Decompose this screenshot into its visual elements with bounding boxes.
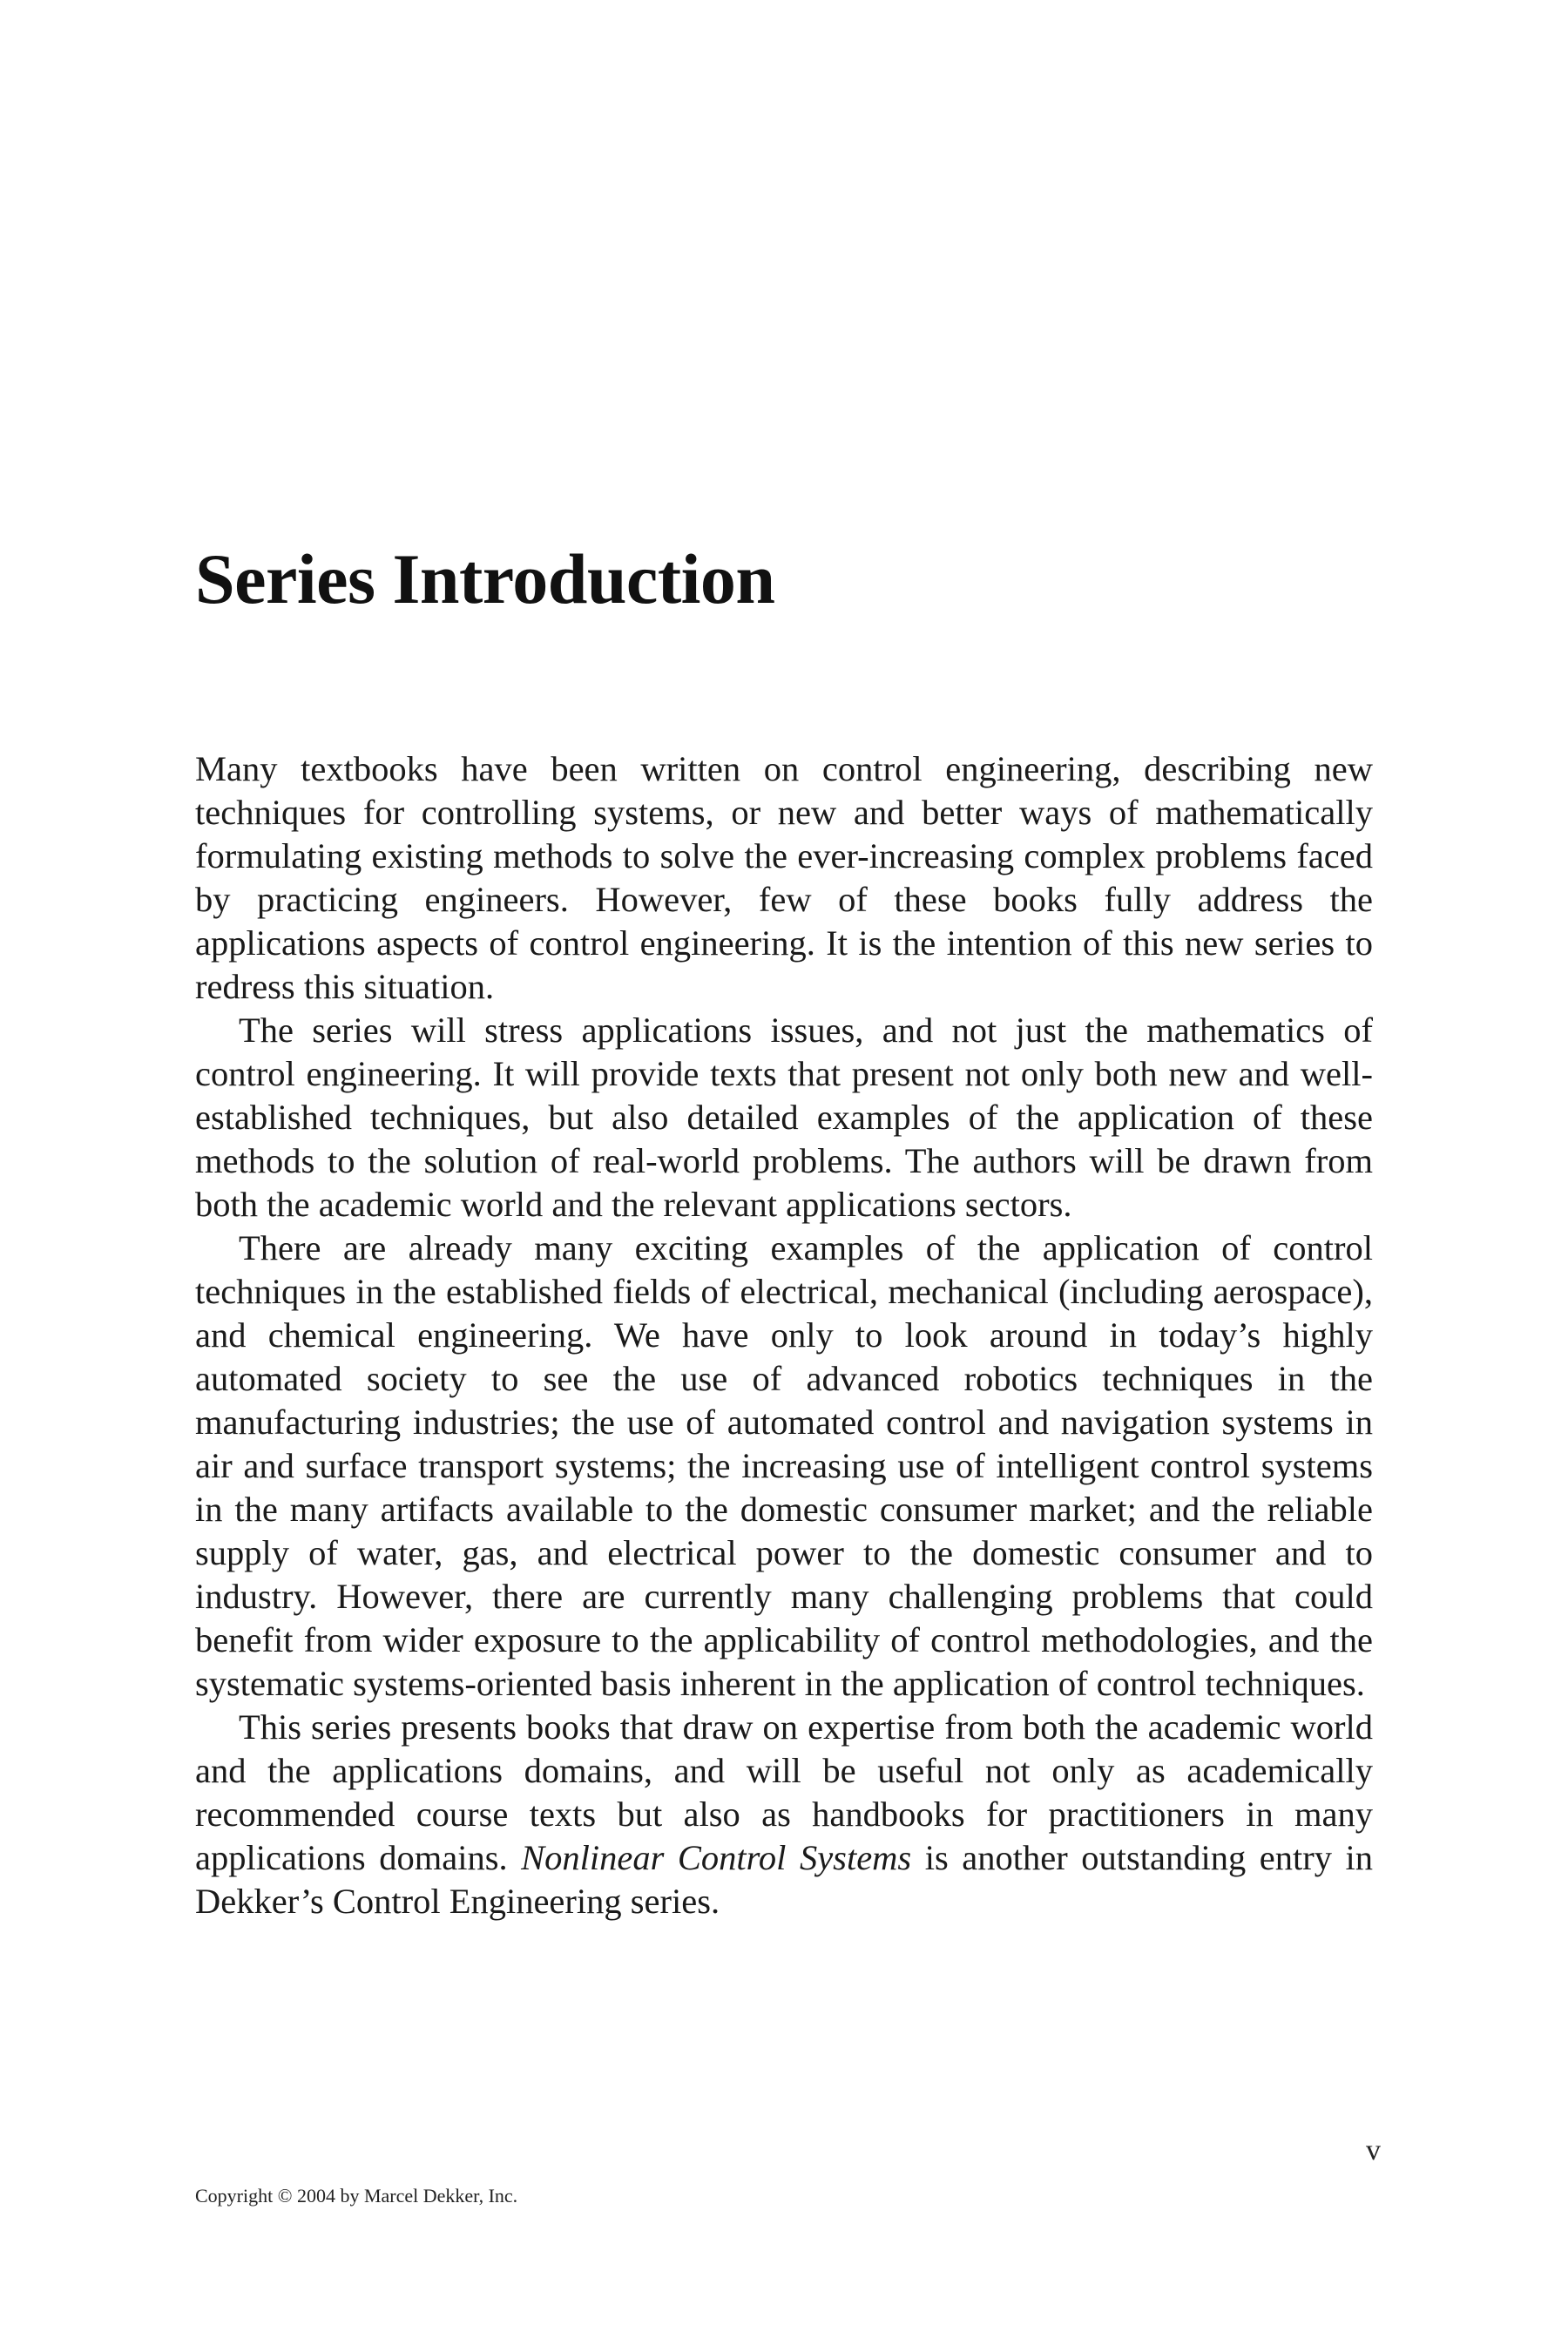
copyright-notice: Copyright © 2004 by Marcel Dekker, Inc. (195, 2185, 518, 2207)
paragraph-4-text-after: is another outstanding entry in Dekker’s Control Engineering series. (195, 1838, 1373, 1921)
paragraph-2: The series will stress applications issues, and not just the mathematics of control engineering. It will provide texts that present not only both new and well-established techniques, but also detailed examples of the application of these methods to the solution of real-world problems. The authors will be drawn from both the academic world and the relevant applications sectors. (195, 1010, 1373, 1224)
page-title: Series Introduction (195, 539, 775, 618)
paragraph-1: Many textbooks have been written on control engineering, describing new techniques for controlling systems, or new and better ways of mathematically formulating existing methods to solve the ever-increasing complex problems faced by practicing engineers. However, few of these books fully address the applications aspects of control engineering. It is the intention of this new series to redress this situation. (195, 749, 1373, 1006)
page-number: v (1366, 2134, 1381, 2166)
body-text (195, 747, 1373, 1923)
paragraph-3: There are already many exciting examples of the application of control techniques in the established fields of electrical, mechanical (including aerospace), and chemical engineering. We have only to look around in today’s highly automated society to see the use of advanced robotics techniques in the manufacturing industries; the use of automated control and navigation systems in air and surface transport systems; the increasing use of intelligent control systems in the many artifacts available to the domestic consumer market; and the reliable supply of water, gas, and electrical power to the domestic consumer and to industry. However, there are currently many challenging problems that could benefit from wider exposure to the applicability of control methodologies, and the systematic systems-oriented basis inherent in the application of control techniques. (195, 1228, 1373, 1703)
book-title: Nonlinear Control Systems (521, 1838, 912, 1877)
paragraph-4-text-before: This series presents books that draw on expertise from both the academic world and the applications domains, and will be useful not only as academically recommended course texts but also as handbooks for practitioners in many applications domains. (195, 1707, 1373, 1877)
paragraph-4 (195, 1706, 1373, 1923)
